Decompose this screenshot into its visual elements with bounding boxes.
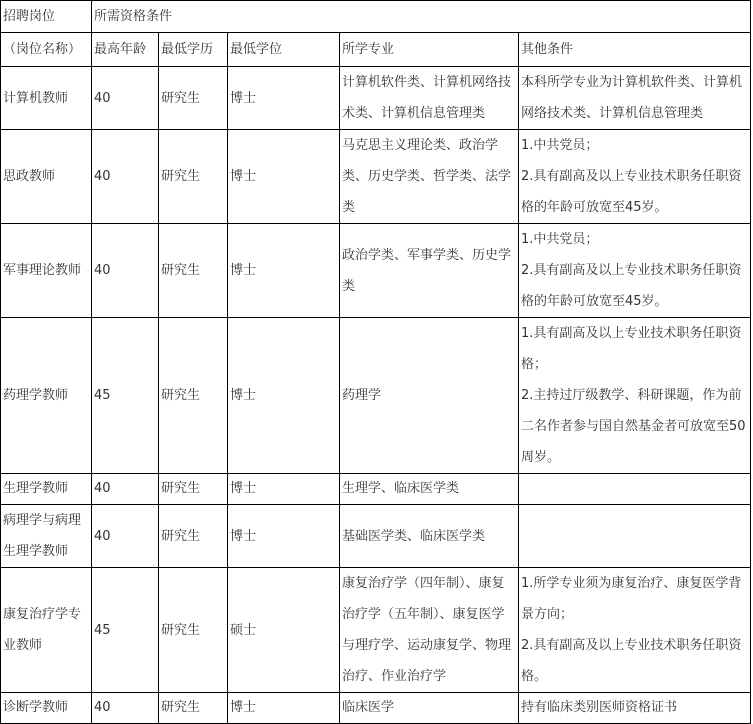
cell-position: 康复治疗学专业教师 (1, 568, 92, 693)
header-min-education: 最低学历 (159, 33, 228, 67)
cell-major: 康复治疗学（四年制）、康复治疗学（五年制）、康复医学与理疗学、运动康复学、物理治疗、作业治疗学 (340, 568, 519, 693)
header-requirements: 所需资格条件 (92, 1, 751, 33)
other-line: 本科所学专业为计算机软件类、计算机网络技术类、计算机信息管理类 (521, 75, 743, 121)
other-line: 2.具有副高及以上专业技术职务任职资格的年龄可放宽至45岁。 (521, 169, 742, 215)
other-line: 2.主持过厅级教学、科研课题，作为前二名作者参与国自然基金者可放宽至50周岁。 (521, 388, 746, 465)
other-line: 2.具有副高及以上专业技术职务任职资格的年龄可放宽至45岁。 (521, 263, 742, 309)
table-row (1, 568, 751, 693)
cell-position: 诊断学教师 (1, 693, 92, 724)
cell-age: 40 (92, 693, 159, 724)
cell-education: 研究生 (159, 693, 228, 724)
cell-position: 生理学教师 (1, 474, 92, 505)
table-row (1, 505, 751, 568)
cell-other (519, 130, 751, 224)
other-line: 1.所学专业须为康复治疗、康复医学背景方向； (521, 576, 742, 622)
cell-degree: 博士 (228, 67, 340, 130)
cell-position: 军事理论教师 (1, 224, 92, 318)
cell-age: 40 (92, 130, 159, 224)
cell-degree: 博士 (228, 474, 340, 505)
cell-degree: 博士 (228, 318, 340, 474)
cell-other (519, 318, 751, 474)
cell-age: 40 (92, 505, 159, 568)
cell-degree: 硕士 (228, 568, 340, 693)
cell-position: 计算机教师 (1, 67, 92, 130)
cell-major: 计算机软件类、计算机网络技术类、计算机信息管理类 (340, 67, 519, 130)
table-row (1, 318, 751, 474)
cell-education: 研究生 (159, 130, 228, 224)
cell-education: 研究生 (159, 474, 228, 505)
cell-major: 政治学类、军事学类、历史学类 (340, 224, 519, 318)
cell-major: 药理学 (340, 318, 519, 474)
cell-age: 45 (92, 568, 159, 693)
cell-education: 研究生 (159, 224, 228, 318)
header-major: 所学专业 (340, 33, 519, 67)
cell-age: 40 (92, 224, 159, 318)
cell-major: 生理学、临床医学类 (340, 474, 519, 505)
cell-position: 药理学教师 (1, 318, 92, 474)
header-position-line1: 招聘岗位 (1, 1, 92, 33)
cell-education: 研究生 (159, 318, 228, 474)
cell-degree: 博士 (228, 505, 340, 568)
cell-education: 研究生 (159, 568, 228, 693)
cell-other (519, 224, 751, 318)
header-position-line2: （岗位名称） (1, 33, 92, 67)
cell-degree: 博士 (228, 224, 340, 318)
cell-degree: 博士 (228, 693, 340, 724)
cell-major: 基础医学类、临床医学类 (340, 505, 519, 568)
table-row (1, 67, 751, 130)
cell-education: 研究生 (159, 505, 228, 568)
cell-other (519, 474, 751, 505)
cell-position: 病理学与病理生理学教师 (1, 505, 92, 568)
other-line: 2.具有副高及以上专业技术职务任职资格。 (521, 638, 742, 684)
cell-age: 45 (92, 318, 159, 474)
cell-age: 40 (92, 67, 159, 130)
other-line: 1.中共党员； (521, 138, 599, 153)
cell-other (519, 67, 751, 130)
cell-other (519, 693, 751, 724)
cell-education: 研究生 (159, 67, 228, 130)
cell-major: 马克思主义理论类、政治学类、历史学类、哲学类、法学类 (340, 130, 519, 224)
cell-other (519, 505, 751, 568)
other-line: 持有临床类别医师资格证书 (521, 700, 678, 715)
header-other: 其他条件 (519, 33, 751, 67)
cell-other (519, 568, 751, 693)
other-line: 1.具有副高及以上专业技术职务任职资格； (521, 326, 742, 372)
table-row (1, 474, 751, 505)
other-line: 1.中共党员； (521, 232, 599, 247)
header-min-degree: 最低学位 (228, 33, 340, 67)
table-row (1, 224, 751, 318)
cell-position: 思政教师 (1, 130, 92, 224)
header-max-age: 最高年龄 (92, 33, 159, 67)
cell-major: 临床医学 (340, 693, 519, 724)
table-row (1, 693, 751, 724)
cell-age: 40 (92, 474, 159, 505)
cell-degree: 博士 (228, 130, 340, 224)
table-row (1, 130, 751, 224)
